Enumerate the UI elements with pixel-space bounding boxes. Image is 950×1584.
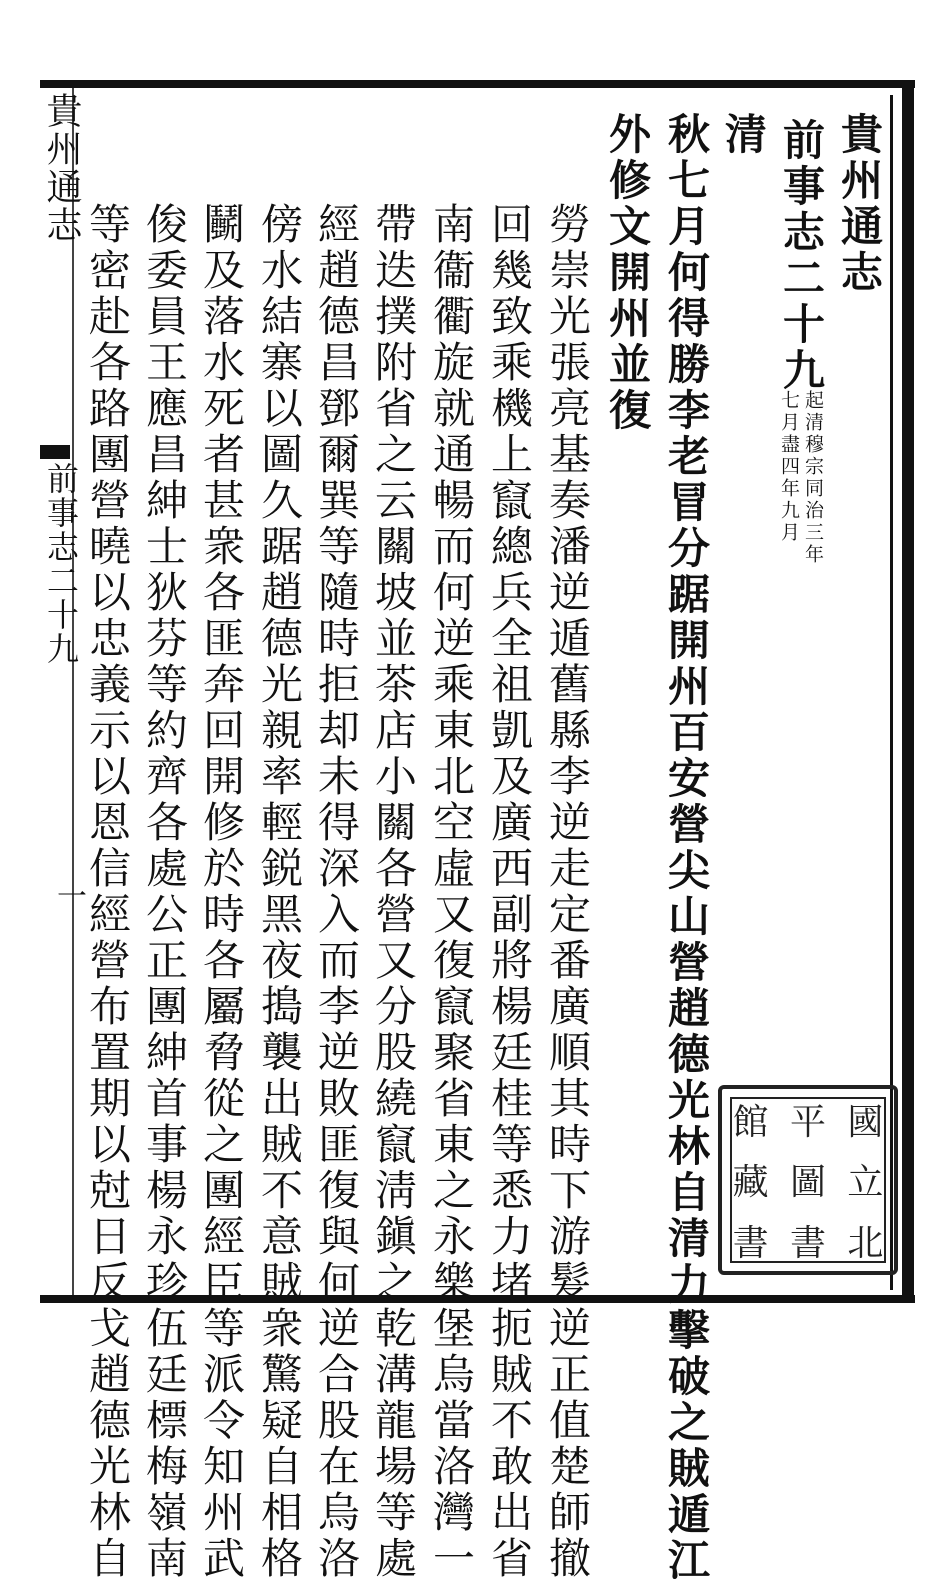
library-seal bbox=[718, 1085, 898, 1275]
seal-char: 國 bbox=[847, 1101, 884, 1143]
text-column-11: 俊委員王應昌紳士狄芬等約齊各處公正團紳首事楊永珍伍廷標梅嶺南 bbox=[140, 202, 189, 1582]
seal-char: 書 bbox=[732, 1223, 769, 1265]
page-frame-right bbox=[902, 80, 914, 1303]
chapter-title: 前事志二十九 bbox=[777, 118, 826, 394]
text-column-1: 清 bbox=[719, 112, 768, 158]
seal-char: 藏 bbox=[732, 1162, 769, 1204]
text-column-5: 回幾致乘機上竄總兵全祖凱及廣西副將楊廷桂等悉力堵扼賊不敢出省 bbox=[485, 202, 534, 1582]
chapter-note-right: 起清穆宗同治三年 bbox=[802, 390, 824, 566]
fold-chapter: 前事志二十九 bbox=[42, 462, 80, 666]
seal-char: 平 bbox=[789, 1101, 826, 1143]
seal-char: 立 bbox=[847, 1162, 884, 1204]
fold-fishtail-mark bbox=[40, 445, 70, 459]
text-column-2: 秋七月何得勝李老冒分踞開州百安營尖山營趙德光林自清力擊破之賊遁江 bbox=[662, 112, 711, 1584]
text-column-3: 外修文開州並復 bbox=[603, 112, 652, 434]
fold-book-title: 貴州通志 bbox=[41, 92, 82, 244]
text-column-6: 南衞衢旋就通暢而何逆乘東北空虛又復竄聚省東之永樂堡烏當洛灣一 bbox=[427, 202, 476, 1582]
seal-char: 圖 bbox=[789, 1162, 826, 1204]
chapter-note-left: 七月盡四年九月 bbox=[778, 390, 800, 544]
seal-char: 館 bbox=[732, 1101, 769, 1143]
seal-char: 書 bbox=[789, 1223, 826, 1265]
fold-divider bbox=[72, 88, 74, 1295]
seal-char: 北 bbox=[847, 1223, 884, 1265]
book-title: 貴州通志 bbox=[835, 112, 884, 296]
text-column-12: 等密赴各路團營曉以忠義示以恩信經營布置期以尅日反戈趙德光林自 bbox=[83, 202, 132, 1582]
text-column-8: 經趙德昌鄧爾巽等隨時拒却未得深入而李逆敗匪復與何逆合股在烏洛 bbox=[312, 202, 361, 1582]
text-column-10: 鬭及落水死者甚衆各匪奔回開修於時各屬脅從之團經臣等派令知州武 bbox=[197, 202, 246, 1582]
text-column-4: 勞崇光張亮基奏潘逆遁舊縣李逆走定番廣順其時下游髮逆正值楚師撤 bbox=[543, 202, 592, 1582]
seal-characters bbox=[722, 1089, 894, 1271]
fold-page-number: 一 bbox=[51, 880, 86, 950]
text-column-9: 傍水結寨以圖久踞趙德光親率輕鋭黑夜搗襲出賊不意賊衆驚疑自相格 bbox=[255, 202, 304, 1582]
page-frame-top bbox=[40, 80, 915, 88]
text-column-7: 帶迭撲附省之云關坡並茶店小關各營又分股繞竄淸鎭之乾溝龍場等處 bbox=[369, 202, 418, 1582]
